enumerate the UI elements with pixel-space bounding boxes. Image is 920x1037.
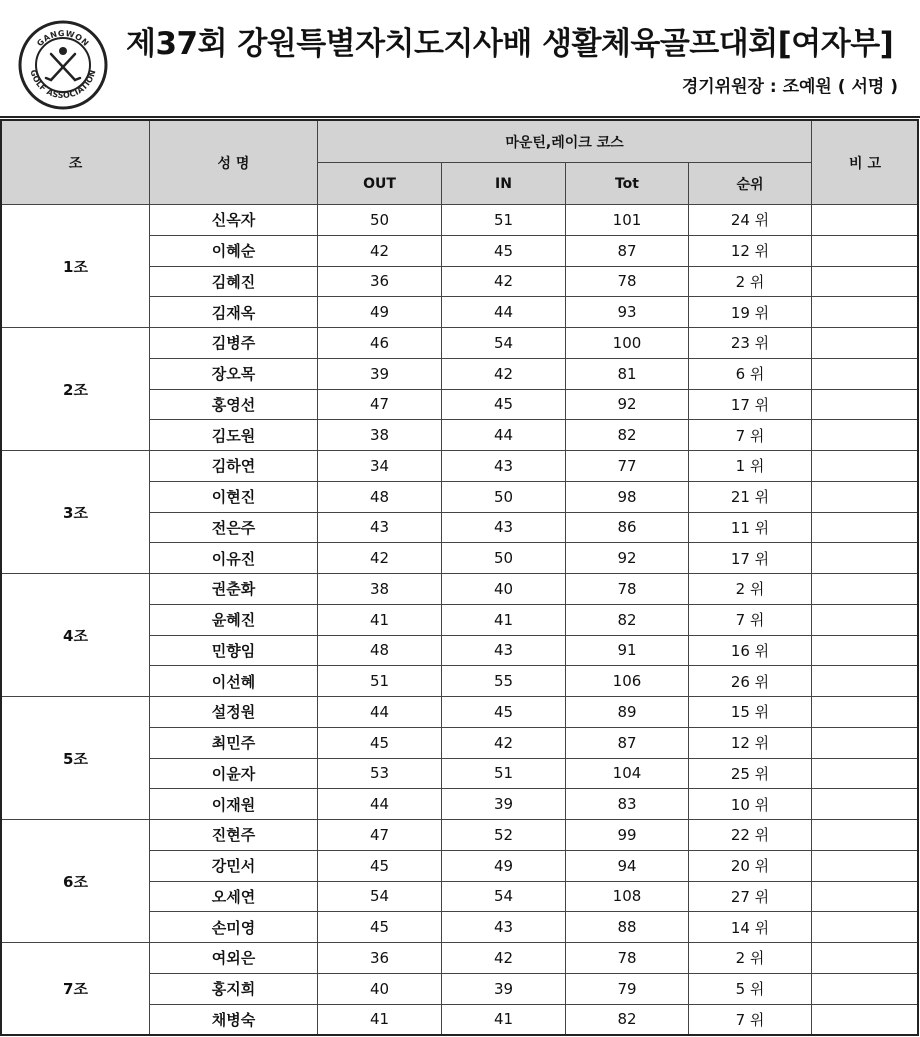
- out-score: 41: [318, 604, 442, 635]
- total-score: 88: [566, 912, 689, 943]
- rank-value: 27 위: [689, 881, 812, 912]
- note-cell: [812, 1004, 919, 1035]
- player-name: 홍영선: [150, 389, 318, 420]
- total-score: 82: [566, 604, 689, 635]
- rank-value: 19 위: [689, 297, 812, 328]
- total-score: 92: [566, 389, 689, 420]
- in-score: 42: [442, 727, 566, 758]
- rank-value: 23 위: [689, 328, 812, 359]
- note-cell: [812, 727, 919, 758]
- logo-top-text: GANGWON: [35, 28, 91, 49]
- out-score: 53: [318, 758, 442, 789]
- player-name: 홍지희: [150, 973, 318, 1004]
- out-score: 49: [318, 297, 442, 328]
- player-name: 김하연: [150, 451, 318, 482]
- out-score: 45: [318, 912, 442, 943]
- rank-value: 25 위: [689, 758, 812, 789]
- rank-value: 15 위: [689, 697, 812, 728]
- rank-value: 12 위: [689, 727, 812, 758]
- note-cell: [812, 635, 919, 666]
- in-score: 44: [442, 297, 566, 328]
- total-score: 77: [566, 451, 689, 482]
- player-name: 최민주: [150, 727, 318, 758]
- rank-value: 7 위: [689, 420, 812, 451]
- note-cell: [812, 666, 919, 697]
- out-score: 38: [318, 574, 442, 605]
- out-score: 45: [318, 727, 442, 758]
- out-score: 38: [318, 420, 442, 451]
- player-name: 손미영: [150, 912, 318, 943]
- rank-value: 2 위: [689, 266, 812, 297]
- player-name: 민향임: [150, 635, 318, 666]
- in-score: 44: [442, 420, 566, 451]
- total-score: 78: [566, 574, 689, 605]
- out-score: 36: [318, 266, 442, 297]
- note-cell: [812, 543, 919, 574]
- rank-value: 22 위: [689, 820, 812, 851]
- total-score: 99: [566, 820, 689, 851]
- total-score: 81: [566, 358, 689, 389]
- group-label: 4조: [2, 574, 150, 697]
- note-cell: [812, 205, 919, 236]
- out-score: 47: [318, 389, 442, 420]
- score-table-body: [2, 205, 919, 1035]
- player-name: 채병숙: [150, 1004, 318, 1035]
- total-score: 98: [566, 481, 689, 512]
- player-name: 이윤자: [150, 758, 318, 789]
- in-score: 50: [442, 543, 566, 574]
- out-score: 44: [318, 697, 442, 728]
- note-cell: [812, 328, 919, 359]
- total-score: 87: [566, 235, 689, 266]
- in-score: 43: [442, 635, 566, 666]
- total-score: 94: [566, 850, 689, 881]
- in-score: 49: [442, 850, 566, 881]
- group-label: 6조: [2, 820, 150, 943]
- rank-value: 10 위: [689, 789, 812, 820]
- logo-bottom-text: GOLF ASSOCIATION: [28, 68, 98, 101]
- table-row: [2, 697, 919, 728]
- note-cell: [812, 881, 919, 912]
- rank-value: 5 위: [689, 973, 812, 1004]
- rank-value: 20 위: [689, 850, 812, 881]
- in-score: 45: [442, 235, 566, 266]
- golf-ball-icon: [59, 47, 67, 55]
- course-column-header: 마운틴,레이크 코스: [318, 121, 812, 163]
- total-score: 92: [566, 543, 689, 574]
- in-score: 54: [442, 328, 566, 359]
- table-row: [2, 820, 919, 851]
- note-cell: [812, 512, 919, 543]
- player-name: 이현진: [150, 481, 318, 512]
- out-score: 48: [318, 481, 442, 512]
- in-score: 41: [442, 604, 566, 635]
- note-cell: [812, 789, 919, 820]
- total-score: 79: [566, 973, 689, 1004]
- note-cell: [812, 389, 919, 420]
- player-name: 오세연: [150, 881, 318, 912]
- out-column-header: OUT: [318, 163, 442, 205]
- in-score: 43: [442, 512, 566, 543]
- table-row: [2, 205, 919, 236]
- group-column-header: 조: [2, 121, 150, 205]
- note-cell: [812, 451, 919, 482]
- out-score: 39: [318, 358, 442, 389]
- out-score: 42: [318, 543, 442, 574]
- note-cell: [812, 266, 919, 297]
- player-name: 김병주: [150, 328, 318, 359]
- player-name: 이유진: [150, 543, 318, 574]
- group-label: 1조: [2, 205, 150, 328]
- total-score: 106: [566, 666, 689, 697]
- player-name: 이혜순: [150, 235, 318, 266]
- note-column-header: 비 고: [812, 121, 919, 205]
- gangwon-golf-association-logo: [18, 20, 108, 110]
- rank-value: 1 위: [689, 451, 812, 482]
- note-cell: [812, 297, 919, 328]
- in-score: 39: [442, 973, 566, 1004]
- player-name: 여외은: [150, 943, 318, 974]
- out-score: 40: [318, 973, 442, 1004]
- in-score: 42: [442, 266, 566, 297]
- page-title: 제37회 강원특별자치도지사배 생활체육골프대회[여자부]: [126, 26, 894, 62]
- in-column-header: IN: [442, 163, 566, 205]
- out-score: 47: [318, 820, 442, 851]
- player-name: 강민서: [150, 850, 318, 881]
- rank-column-header: 순위: [689, 163, 812, 205]
- in-score: 50: [442, 481, 566, 512]
- player-name: 진현주: [150, 820, 318, 851]
- page-header: [0, 0, 920, 118]
- note-cell: [812, 758, 919, 789]
- total-score: 104: [566, 758, 689, 789]
- total-score: 82: [566, 420, 689, 451]
- out-score: 34: [318, 451, 442, 482]
- table-row: [2, 574, 919, 605]
- in-score: 40: [442, 574, 566, 605]
- table-row: [2, 451, 919, 482]
- name-column-header: 성 명: [150, 121, 318, 205]
- out-score: 46: [318, 328, 442, 359]
- rank-value: 17 위: [689, 389, 812, 420]
- rank-value: 2 위: [689, 574, 812, 605]
- total-score: 101: [566, 205, 689, 236]
- group-label: 7조: [2, 943, 150, 1035]
- rank-value: 7 위: [689, 1004, 812, 1035]
- total-score: 89: [566, 697, 689, 728]
- note-cell: [812, 574, 919, 605]
- rank-value: 2 위: [689, 943, 812, 974]
- rank-value: 16 위: [689, 635, 812, 666]
- rank-value: 6 위: [689, 358, 812, 389]
- total-score: 78: [566, 266, 689, 297]
- note-cell: [812, 697, 919, 728]
- rank-value: 11 위: [689, 512, 812, 543]
- player-name: 권춘화: [150, 574, 318, 605]
- out-score: 51: [318, 666, 442, 697]
- player-name: 윤혜진: [150, 604, 318, 635]
- total-score: 93: [566, 297, 689, 328]
- rank-value: 21 위: [689, 481, 812, 512]
- total-score: 78: [566, 943, 689, 974]
- in-score: 45: [442, 697, 566, 728]
- note-cell: [812, 973, 919, 1004]
- rank-value: 14 위: [689, 912, 812, 943]
- note-cell: [812, 943, 919, 974]
- player-name: 김혜진: [150, 266, 318, 297]
- in-score: 55: [442, 666, 566, 697]
- in-score: 51: [442, 758, 566, 789]
- group-label: 3조: [2, 451, 150, 574]
- score-table: [1, 120, 919, 1035]
- committee-chair-line: 경기위원장 : 조예원 ( 서명 ): [681, 77, 898, 97]
- note-cell: [812, 420, 919, 451]
- player-name: 김재옥: [150, 297, 318, 328]
- in-score: 51: [442, 205, 566, 236]
- total-score: 108: [566, 881, 689, 912]
- rank-value: 17 위: [689, 543, 812, 574]
- rank-value: 7 위: [689, 604, 812, 635]
- note-cell: [812, 912, 919, 943]
- in-score: 43: [442, 451, 566, 482]
- note-cell: [812, 820, 919, 851]
- total-score: 87: [566, 727, 689, 758]
- table-row: [2, 328, 919, 359]
- total-score: 91: [566, 635, 689, 666]
- out-score: 54: [318, 881, 442, 912]
- out-score: 44: [318, 789, 442, 820]
- total-score: 86: [566, 512, 689, 543]
- total-score: 100: [566, 328, 689, 359]
- note-cell: [812, 604, 919, 635]
- player-name: 전은주: [150, 512, 318, 543]
- player-name: 설정원: [150, 697, 318, 728]
- total-score: 83: [566, 789, 689, 820]
- in-score: 54: [442, 881, 566, 912]
- out-score: 48: [318, 635, 442, 666]
- group-label: 5조: [2, 697, 150, 820]
- player-name: 이선혜: [150, 666, 318, 697]
- out-score: 43: [318, 512, 442, 543]
- player-name: 신옥자: [150, 205, 318, 236]
- out-score: 45: [318, 850, 442, 881]
- rank-value: 12 위: [689, 235, 812, 266]
- table-header-row: [2, 121, 919, 163]
- in-score: 39: [442, 789, 566, 820]
- note-cell: [812, 850, 919, 881]
- in-score: 43: [442, 912, 566, 943]
- note-cell: [812, 235, 919, 266]
- in-score: 52: [442, 820, 566, 851]
- tot-column-header: Tot: [566, 163, 689, 205]
- player-name: 장오목: [150, 358, 318, 389]
- rank-value: 24 위: [689, 205, 812, 236]
- in-score: 42: [442, 358, 566, 389]
- note-cell: [812, 358, 919, 389]
- in-score: 42: [442, 943, 566, 974]
- out-score: 41: [318, 1004, 442, 1035]
- note-cell: [812, 481, 919, 512]
- player-name: 김도원: [150, 420, 318, 451]
- out-score: 36: [318, 943, 442, 974]
- rank-value: 26 위: [689, 666, 812, 697]
- table-row: [2, 943, 919, 974]
- group-label: 2조: [2, 328, 150, 451]
- player-name: 이재원: [150, 789, 318, 820]
- total-score: 82: [566, 1004, 689, 1035]
- out-score: 50: [318, 205, 442, 236]
- out-score: 42: [318, 235, 442, 266]
- in-score: 41: [442, 1004, 566, 1035]
- in-score: 45: [442, 389, 566, 420]
